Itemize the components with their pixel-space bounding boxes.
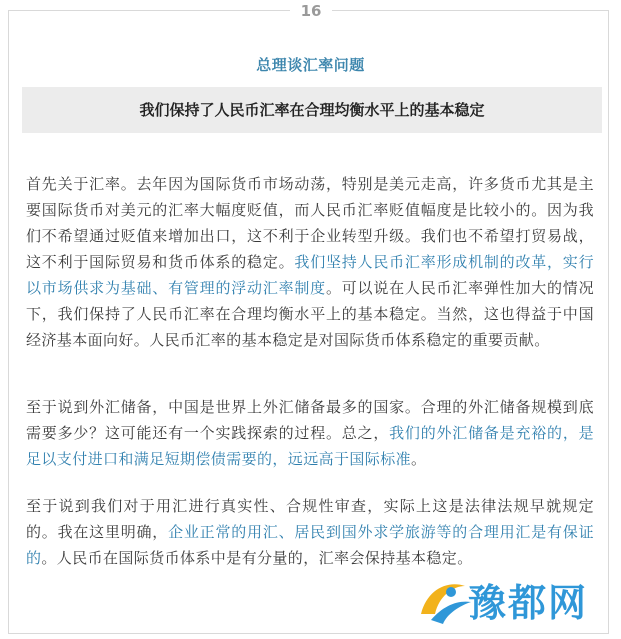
watermark-text: 豫都网 <box>468 580 589 625</box>
paragraph-fx-review <box>26 493 594 571</box>
paragraph-text: 。人民币在国际货币体系中是有分量的，汇率会保持基本稳定。 <box>41 549 473 567</box>
subtitle-banner <box>22 87 602 133</box>
paragraph-fx-reserves <box>26 394 594 472</box>
paragraph-text: 首先关于汇率。去年因为国际货币市场动荡，特别是美元走高，许多货币尤其是主要国际货币对美元的汇率大幅度贬值，而人民币汇率贬值幅度是比较小的。因为我们不希望通过贬值来增加出口，这不利于企业转型升级。我们也不希望打贸易战，这不利于国际贸易和货币体系的稳定。 <box>26 175 594 271</box>
paragraph-text: 至于说到我们对于用汇进行真实性、合规性审查，实际上这是法律法规早就规定的。我在这里明确， <box>26 497 594 541</box>
subtitle-text: 我们保持了人民币汇率在合理均衡水平上的基本稳定 <box>139 101 485 119</box>
highlighted-text: 企业正常的用汇、居民到国外求学旅游等的合理用汇是有保证的 <box>26 523 594 567</box>
paragraph-text: 。 <box>411 450 427 468</box>
paragraph-exchange-rate <box>26 171 594 353</box>
paragraph-text: 至于说到外汇储备，中国是世界上外汇储备最多的国家。合理的外汇储备规模到底需要多少？这可能还有一个实践探索的过程。总之， <box>26 398 594 442</box>
paragraph-text: 。可以说在人民币汇率弹性加大的情况下，我们保持了人民币汇率在合理均衡水平上的基本稳定。当然，这也得益于中国经济基本面向好。人民币汇率的基本稳定是对国际货币体系稳定的重要贡献。 <box>26 279 594 349</box>
page-number: 16 <box>290 0 332 22</box>
highlighted-text: 我们的外汇储备是充裕的，是足以支付进口和满足短期偿债需要的，远远高于国际标准 <box>26 424 595 468</box>
section-title: 总理谈汇率问题 <box>256 56 365 74</box>
highlighted-text: 我们坚持人民币汇率形成机制的改革，实行以市场供求为基础、有管理的浮动汇率制度 <box>26 253 594 297</box>
